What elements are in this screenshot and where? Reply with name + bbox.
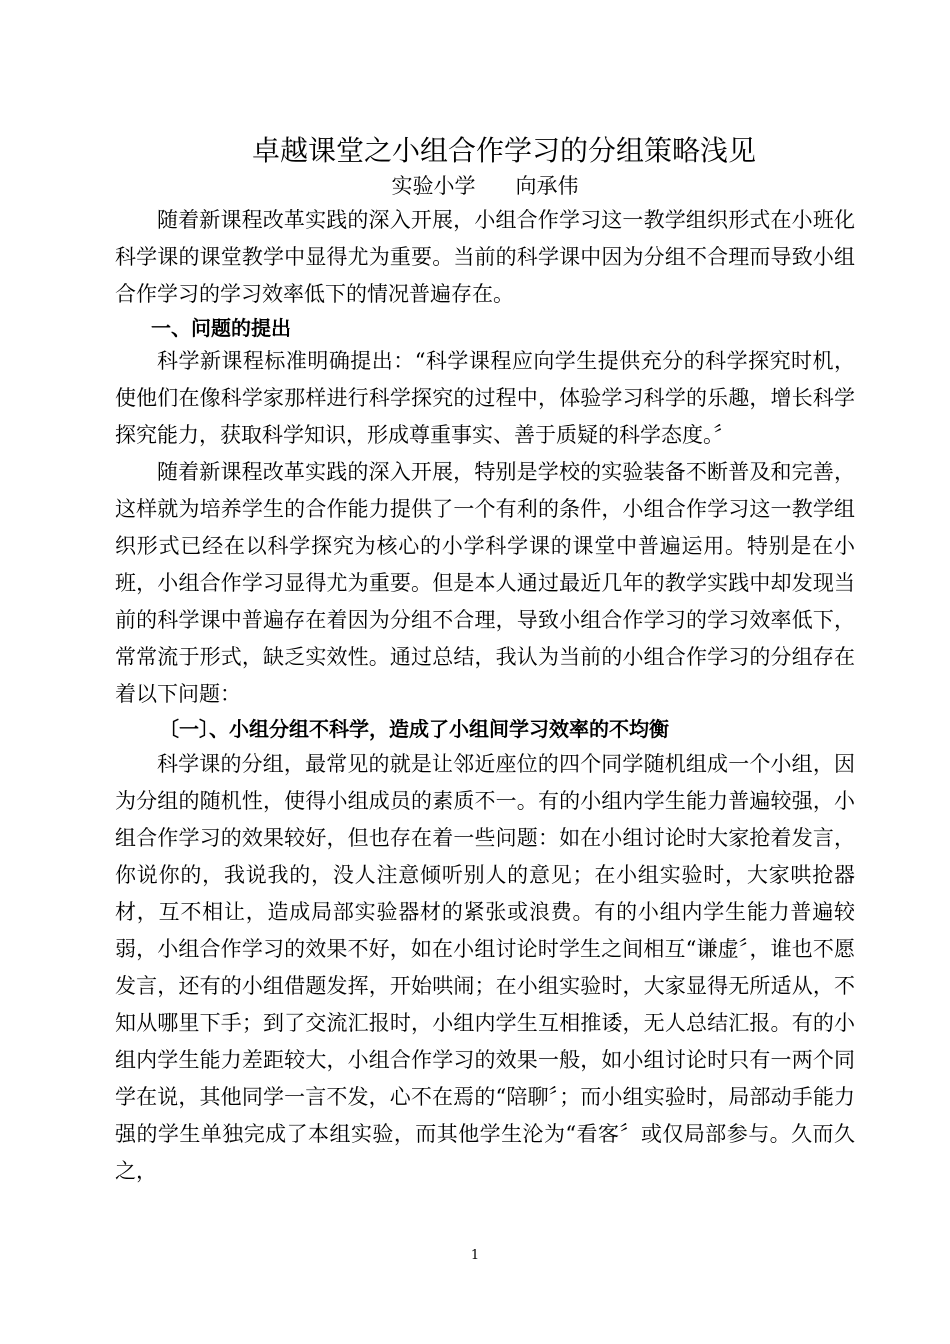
body-paragraph: 随着新课程改革实践的深入开展，特别是学校的实验装备不断普及和完善，这样就为培养学生的合作能力提供了一个有利的条件，小组合作学习这一教学组织形式已经在以科学探究为核心的小学科学课的课堂中普遍运用。特别是在小班，小组合作学习显得尤为重要。但是本人通过最近几年的教学实践中却发现当前的科学课中普遍存在着因为分组不合理，导致小组合作学习的学习效率低下，常常流于形式，缺乏实效性。通过总结，我认为当前的小组合作学习的分组存在着以下问题：: [115, 460, 855, 706]
subsection-heading-grouping: 〔一〕、小组分组不科学，造成了小组间学习效率的不均衡: [159, 717, 669, 741]
page-number: 1: [470, 1248, 480, 1263]
document-body: [115, 202, 855, 1190]
author-school: 实验小学: [391, 174, 476, 198]
author-name: 向承伟: [515, 174, 579, 198]
section-heading-problem: 一、问题的提出: [151, 316, 291, 340]
body-paragraph: 科学课的分组，最常见的就是让邻近座位的四个同学随机组成一个小组，因为分组的随机性，使得小组成员的素质不一。有的小组内学生能力普遍较强，小组合作学习的效果较好，但也存在着一些问题：如在小组讨论时大家抢着发言，你说你的，我说我的，没人注意倾听别人的意见；在小组实验时，大家哄抢器材，互不相让，造成局部实验器材的紧张或浪费。有的小组内学生能力普遍较弱，小组合作学习的效果不好，如在小组讨论时学生之间相互“谦虚〞，谁也不愿发言，还有的小组借题发挥，开始哄闹；在小组实验时，大家显得无所适从，不知从哪里下手；到了交流汇报时，小组内学生互相推诿，无人总结汇报。有的小组内学生能力差距较大，小组合作学习的效果一般，如小组讨论时只有一两个同学在说，其他同学一言不发，心不在焉的“陪聊〞；而小组实验时，局部动手能力强的学生单独完成了本组实验，而其他学生沦为“看客〞或仅局部参与。久而久之，: [115, 752, 855, 1183]
author-line: [115, 170, 855, 202]
intro-paragraph: 随着新课程改革实践的深入开展，小组合作学习这一教学组织形式在小班化科学课的课堂教学中显得尤为重要。当前的科学课中因为分组不合理而导致小组合作学习的学习效率低下的情况普遍存在。: [115, 208, 855, 306]
body-paragraph: 科学新课程标准明确提出：“科学课程应向学生提供充分的科学探究时机，使他们在像科学家那样进行科学探究的过程中，体验学习科学的乐趣，增长科学探究能力，获取科学知识，形成尊重事实、善于质疑的科学态度。〞: [115, 349, 855, 447]
document-title: 卓越课堂之小组合作学习的分组策略浅见: [251, 134, 756, 167]
